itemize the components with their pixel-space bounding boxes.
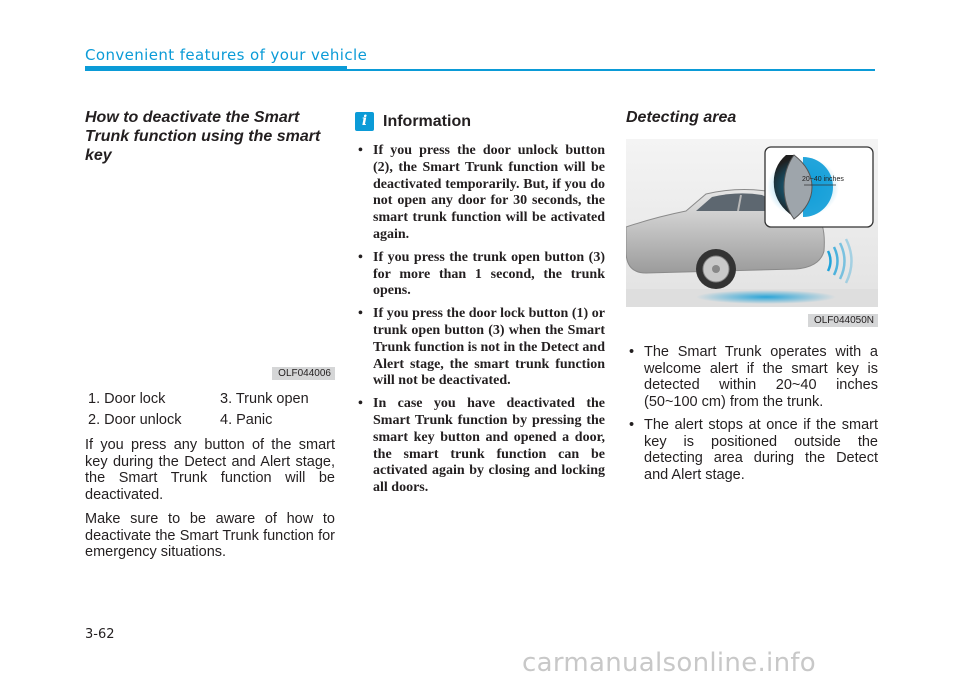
list-item: • If you press the door lock button (1) or trunk open button (3) when the Smart Trunk function is not in the Detect and Alert stage, the smart trunk function will not be deactivated.	[355, 306, 605, 390]
body-paragraph: If you press any button of the smart key during the Detect and Alert stage, the Smart Trunk function will be deactivated.	[85, 437, 335, 503]
legend-item: 2. Door unlock	[88, 412, 182, 428]
info-title: Information	[383, 112, 471, 130]
information-box	[355, 112, 605, 503]
header-rule-thick	[85, 66, 347, 71]
left-column	[85, 108, 335, 561]
image-code-label: OLF044050N	[808, 314, 878, 327]
detection-zone	[696, 290, 836, 304]
car-illustration	[626, 139, 878, 327]
list-item: • If you press the door unlock button (2), the Smart Trunk function will be deactivated temporarily. But, if you do not open any door for 30 seconds, the smart trunk function will be activated again.	[355, 143, 605, 244]
header-rule-thin	[347, 69, 875, 71]
detecting-area-heading: Detecting area	[626, 109, 737, 126]
right-column	[626, 108, 878, 490]
detecting-area-figure	[626, 139, 878, 327]
legend-item: 3. Trunk open	[220, 391, 309, 407]
list-item: • The alert stops at once if the smart key is positioned outside the detecting area during the Detect and Alert stage.	[626, 417, 878, 483]
deactivate-heading: How to deactivate the Smart Trunk function using the smart key	[85, 109, 321, 164]
body-paragraph: Make sure to be aware of how to deactivate the Smart Trunk function for emergency situations.	[85, 511, 335, 560]
section-title: Convenient features of your vehicle	[85, 46, 368, 64]
legend-item: 4. Panic	[220, 412, 273, 428]
list-item: • If you press the trunk open button (3) for more than 1 second, the trunk opens.	[355, 250, 605, 300]
legend-row	[85, 389, 335, 410]
list-item: • In case you have deactivated the Smart Trunk function by pressing the smart key button and opened a door, the smart trunk function can be activated again by closing and locking all doors.	[355, 396, 605, 497]
button-legend	[85, 389, 335, 431]
detecting-list	[626, 344, 878, 483]
info-icon: i	[355, 112, 374, 131]
legend-item: 1. Door lock	[88, 391, 166, 407]
legend-row	[85, 410, 335, 431]
image-code-label: OLF044006	[272, 367, 335, 380]
watermark: carmanualsonline.info	[522, 648, 817, 678]
smart-key-photo	[85, 173, 335, 363]
info-list	[355, 143, 605, 497]
inset-distance-label: 20~40 inches	[802, 176, 844, 183]
list-item: • The Smart Trunk operates with a welcome alert if the smart key is detected within 20~40 inches (50~100 cm) from the trunk.	[626, 344, 878, 410]
page-number: 3-62	[85, 627, 115, 642]
